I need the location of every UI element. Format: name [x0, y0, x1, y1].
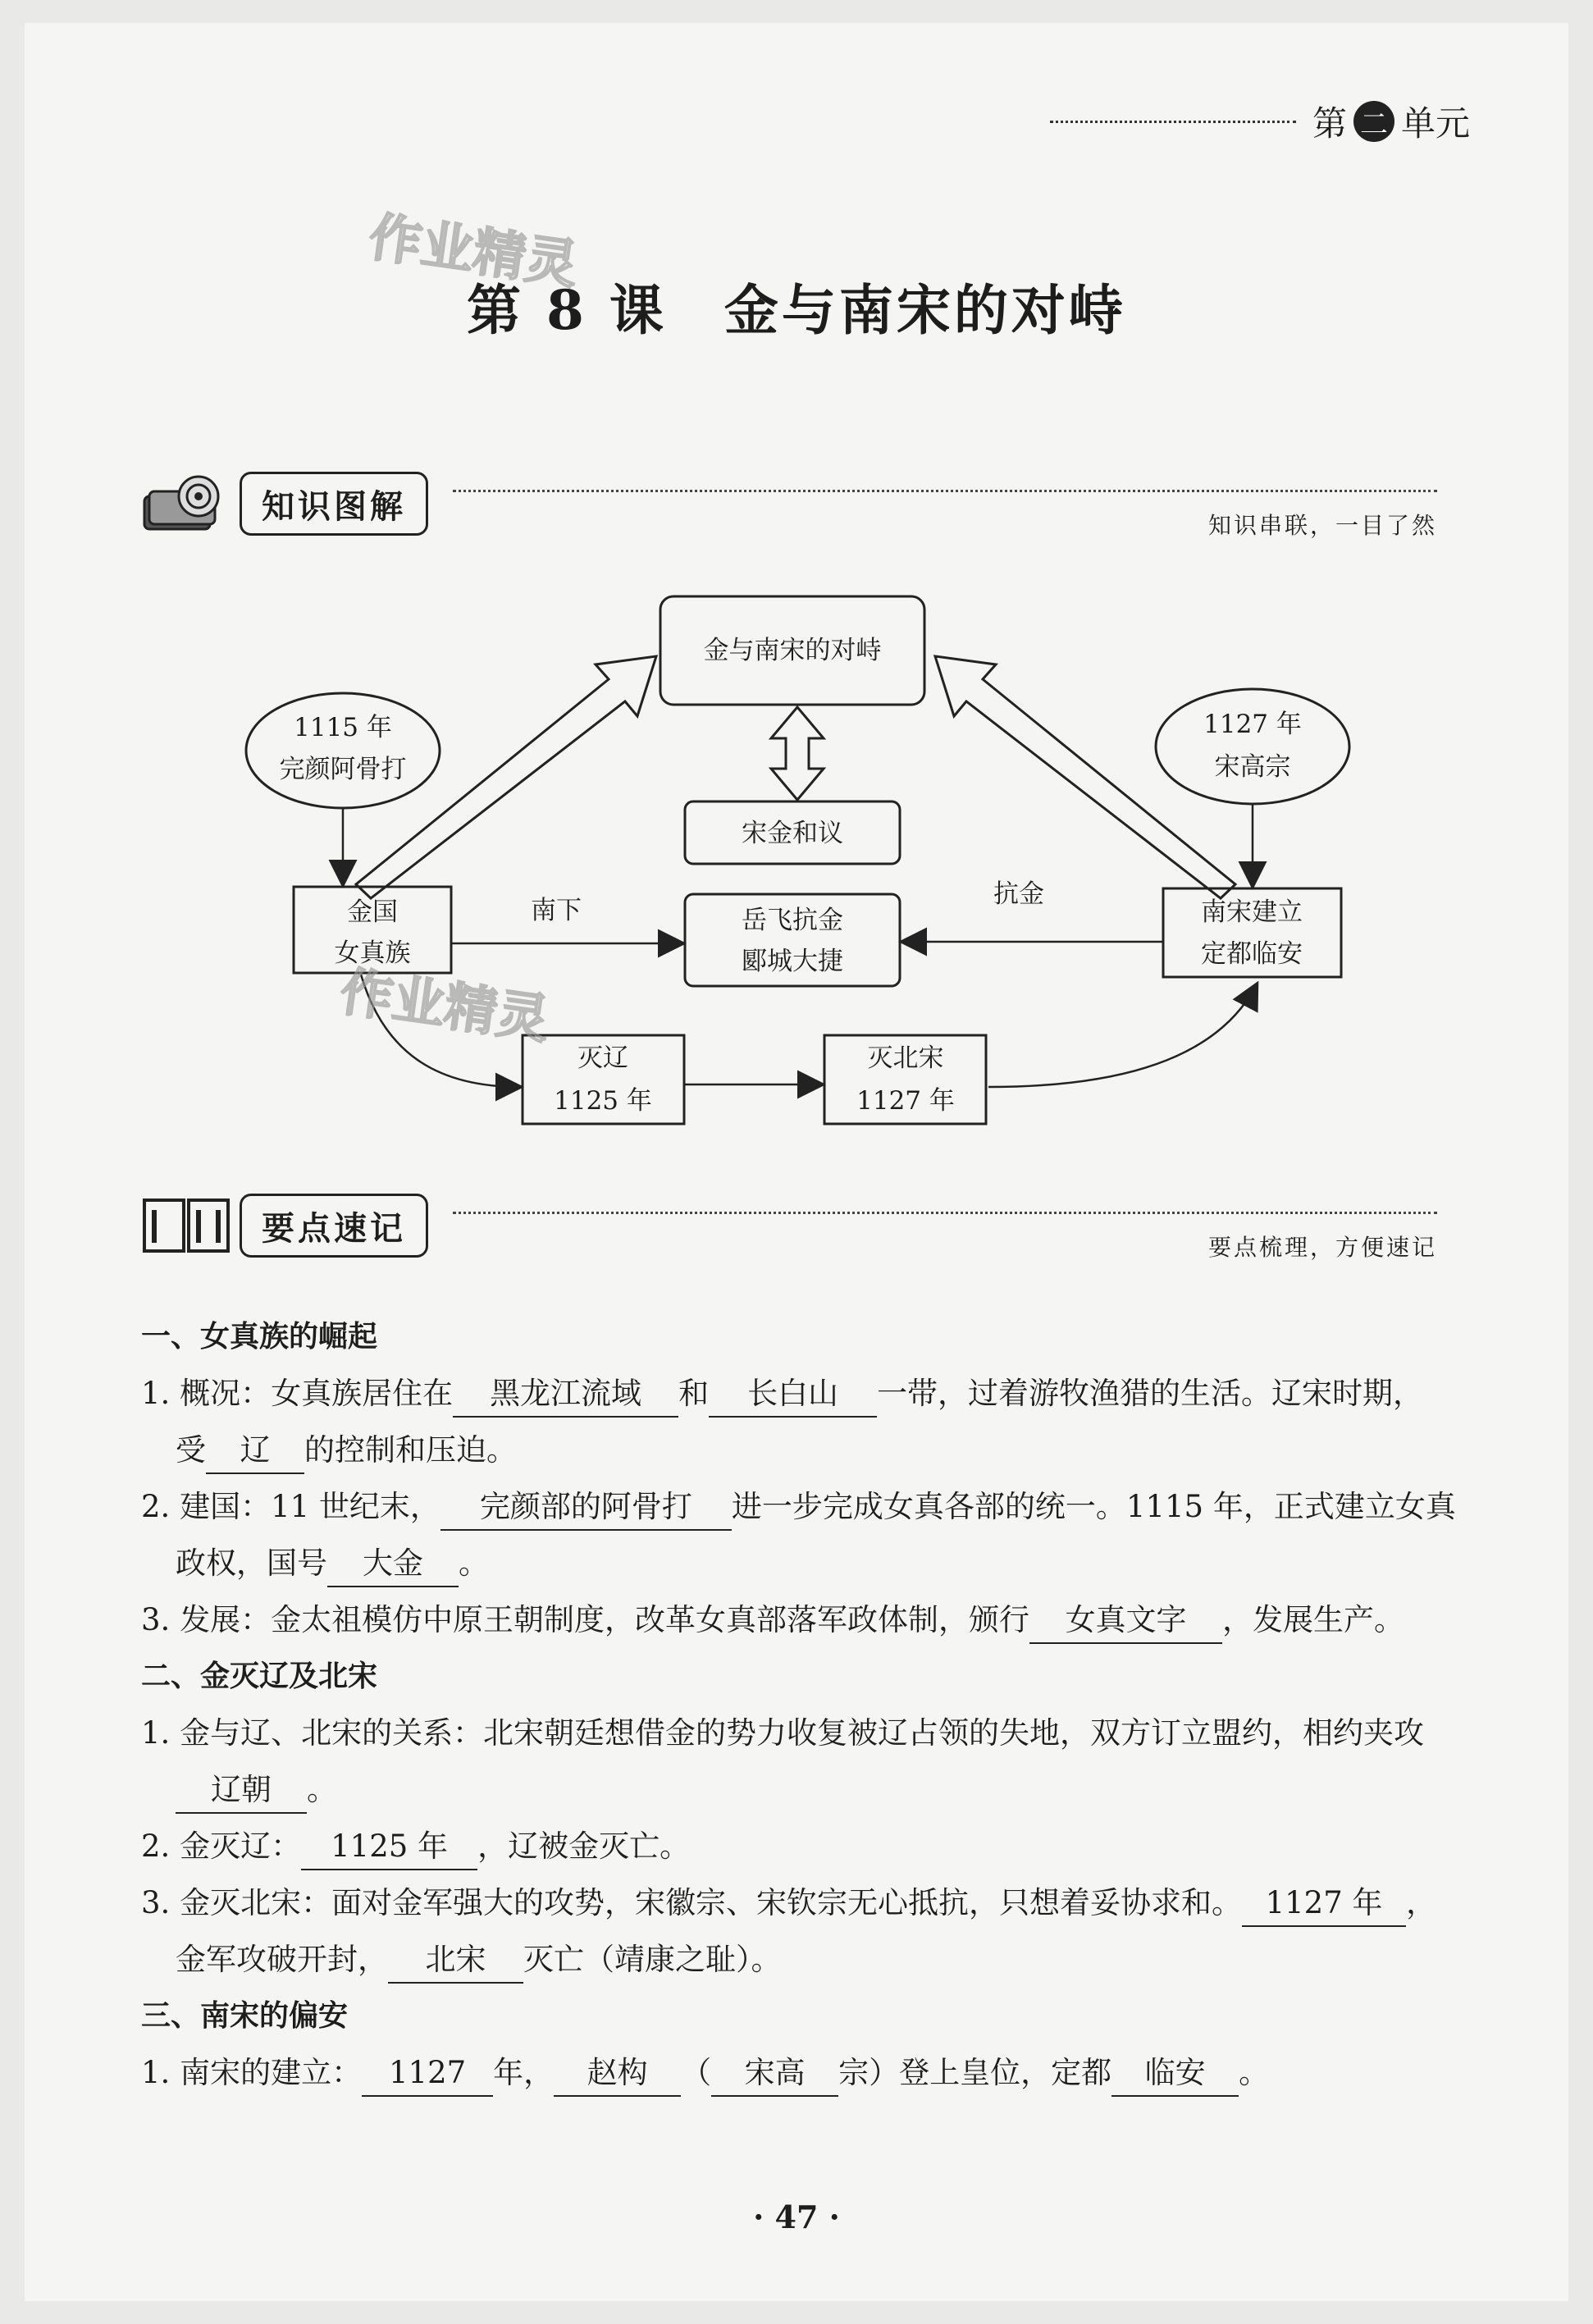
text: 1. 南宋的建立：	[141, 2055, 363, 2090]
section-dotted-line	[453, 1212, 1437, 1214]
label-south: 南下	[531, 896, 582, 925]
left-oval-line2: 完颜阿骨打	[279, 755, 407, 784]
watermark-middle: 作业精灵	[336, 961, 554, 1052]
answer-blank: 宋高	[711, 2051, 838, 2097]
point-2-1: 1. 金与辽、北宋的关系：北宋朝廷想借金的势力收复被辽占领的失地，双方订立盟约，相约夹攻	[141, 1715, 1425, 1751]
point-1-1	[141, 1365, 1470, 1422]
beisong-box-line2: 1127 年	[856, 1086, 955, 1116]
answer-blank: 赵构	[554, 2051, 681, 2097]
unit-suffix: 单元	[1400, 103, 1470, 144]
text: 政权，国号	[176, 1546, 327, 1581]
right-oval-line1: 1127 年	[1203, 710, 1302, 739]
point-2-2	[141, 1818, 1470, 1874]
open-book-icon	[141, 1194, 231, 1259]
text: 金军攻破开封，	[176, 1942, 388, 1977]
text: 和	[678, 1376, 710, 1411]
text: ，	[1406, 1885, 1437, 1920]
key-points-content	[141, 1308, 1470, 2101]
text: 年，	[493, 2055, 555, 2090]
text: 3. 发展：金太祖模仿中原王朝制度，改革女真部落军政体制，颁行	[141, 1602, 1030, 1637]
heading-1: 一、女真族的崛起	[141, 1320, 378, 1354]
label-resist: 抗金	[993, 879, 1044, 909]
text: 。	[459, 1546, 489, 1581]
point-2-1-cont	[141, 1761, 1470, 1818]
yue-box-line2: 郾城大捷	[742, 947, 843, 976]
text: 2. 金灭辽：	[141, 1829, 302, 1864]
text: 灭亡（靖康之耻）。	[523, 1942, 782, 1977]
peace-box-label: 宋金和议	[742, 819, 843, 848]
heading-3: 三、南宋的偏安	[141, 1999, 349, 2033]
section-dotted-line	[453, 490, 1437, 492]
song-box-line1: 南宋建立	[1201, 897, 1303, 927]
heading-2: 二、金灭辽及北宋	[141, 1660, 378, 1693]
point-3-1	[141, 2044, 1470, 2101]
section-key-points-header	[141, 1194, 1437, 1276]
answer-blank: 辽	[206, 1428, 304, 1474]
answer-blank: 黑龙江流域	[453, 1372, 678, 1418]
answer-blank: 大金	[327, 1541, 459, 1587]
answer-blank: 女真文字	[1029, 1598, 1222, 1644]
answer-blank: 1125 年	[301, 1824, 477, 1870]
header-dash-line	[1050, 121, 1296, 123]
unit-header	[1050, 97, 1470, 146]
yue-box-line1: 岳飞抗金	[742, 906, 843, 935]
lesson-title: 第 8 课 金与南宋的对峙	[467, 278, 1126, 342]
center-box-label: 金与南宋的对峙	[703, 636, 882, 665]
text: 1. 概况：女真族居住在	[141, 1376, 454, 1411]
answer-blank: 北宋	[388, 1938, 523, 1984]
section-knowledge-map-label: 知识图解	[240, 472, 428, 536]
text: 宗）登上皇位，定都	[838, 2055, 1112, 2090]
unit-prefix: 第	[1312, 103, 1347, 144]
right-oval-line2: 宋高宗	[1214, 752, 1291, 782]
point-1-3	[141, 1591, 1470, 1648]
text: ，辽被金灭亡。	[477, 1829, 691, 1864]
point-1-2-cont	[141, 1535, 1470, 1591]
liao-box-line2: 1125 年	[554, 1086, 652, 1116]
unit-number-badge: 二	[1353, 101, 1394, 142]
book-target-icon	[141, 472, 231, 537]
section-key-points-tagline: 要点梳理，方便速记	[1207, 1234, 1437, 1261]
answer-blank: 1127	[362, 2051, 493, 2097]
left-oval-line1: 1115 年	[294, 713, 392, 742]
text: 。	[1239, 2055, 1270, 2090]
liao-box-line1: 灭辽	[577, 1043, 628, 1073]
answer-blank: 1127 年	[1242, 1881, 1406, 1927]
point-1-1-cont	[141, 1422, 1470, 1478]
text: （	[681, 2055, 712, 2090]
answer-blank: 完颜部的阿骨打	[440, 1485, 732, 1531]
answer-blank: 长白山	[709, 1372, 877, 1418]
text: 。	[307, 1772, 337, 1807]
answer-blank: 临安	[1111, 2051, 1239, 2097]
jin-box-line2: 女真族	[334, 938, 411, 968]
text: 的控制和压迫。	[304, 1432, 517, 1468]
point-1-2	[141, 1478, 1470, 1535]
page-number: · 47 ·	[753, 2198, 840, 2235]
text: ，发展生产。	[1222, 1602, 1405, 1637]
point-2-3	[141, 1874, 1470, 1931]
text: 受	[176, 1432, 206, 1468]
watermark-top: 作业精灵	[365, 207, 582, 297]
text: 进一步完成女真各部的统一。1115 年，正式建立女真	[731, 1489, 1456, 1524]
song-box-line2: 定都临安	[1201, 939, 1303, 969]
beisong-box-line1: 灭北宋	[867, 1043, 944, 1073]
point-2-3-cont	[141, 1931, 1470, 1988]
text: 2. 建国：11 世纪末，	[141, 1489, 440, 1524]
text: 一带，过着游牧渔猎的生活。辽宋时期，	[877, 1376, 1424, 1411]
answer-blank: 辽朝	[176, 1768, 307, 1814]
jin-box-line1: 金国	[347, 897, 398, 927]
section-key-points-label: 要点速记	[240, 1194, 428, 1258]
section-knowledge-map-tagline: 知识串联，一目了然	[1207, 512, 1437, 539]
text: 3. 金灭北宋：面对金军强大的攻势，宋徽宗、宋钦宗无心抵抗，只想着妥协求和。	[141, 1885, 1243, 1920]
section-knowledge-map-header	[141, 472, 1437, 554]
